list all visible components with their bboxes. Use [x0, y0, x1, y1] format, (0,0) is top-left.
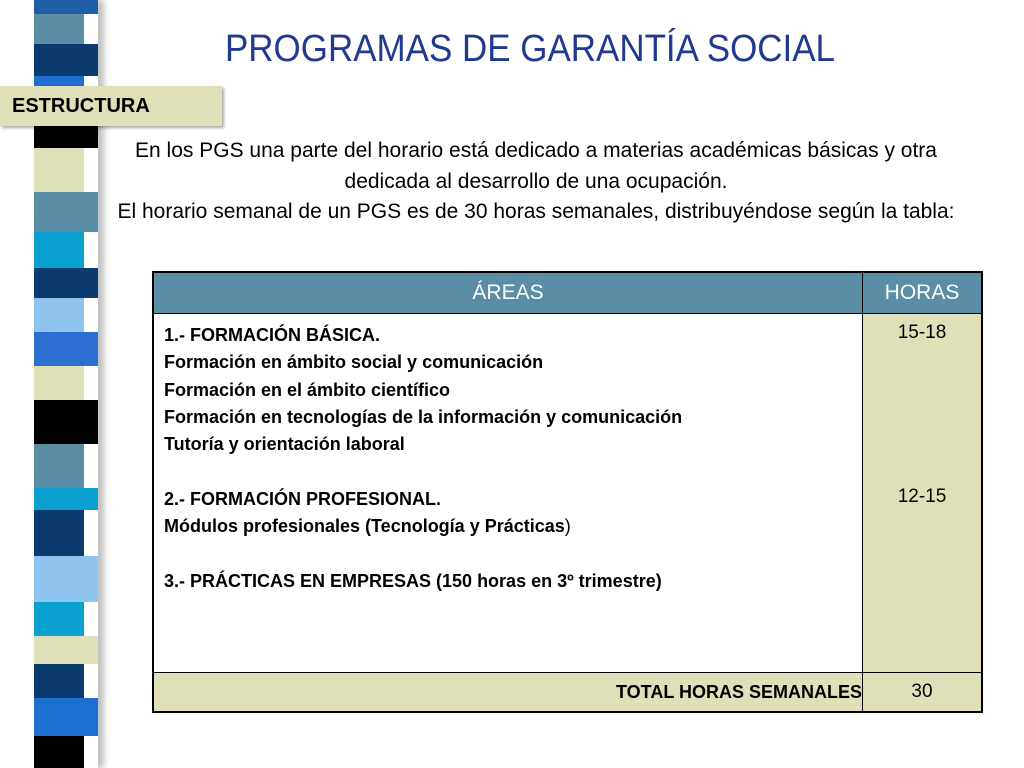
table-row [153, 314, 982, 673]
basic-item: Formación en tecnologías de la información y comunicación [164, 406, 683, 427]
table-header-row [153, 272, 982, 314]
basic-hours: 15-18 [897, 322, 947, 343]
professional-hours: 12-15 [897, 486, 947, 507]
section-tag: ESTRUCTURA [0, 86, 222, 126]
hours-table [152, 271, 983, 713]
slide-title: PROGRAMAS DE GARANTÍA SOCIAL [224, 28, 835, 70]
basic-item: Formación en ámbito social y comunicación [164, 352, 544, 373]
total-label: TOTAL HORAS SEMANALES [153, 673, 863, 713]
basic-item: Tutoría y orientación laboral [164, 434, 405, 455]
header-hours: HORAS [863, 272, 983, 314]
total-row [153, 673, 982, 713]
hours-cell [863, 314, 983, 673]
areas-cell [153, 314, 863, 673]
basic-heading: 1.- FORMACIÓN BÁSICA. [164, 325, 380, 345]
header-areas: ÁREAS [153, 272, 863, 314]
basic-item: Formación en el ámbito científico [164, 379, 451, 400]
intro-paragraph-2: El horario semanal de un PGS es de 30 horas semanales, distribuyéndose según la tabla: [117, 200, 955, 223]
professional-item: Módulos profesionales (Tecnología y Prácticas) [164, 516, 571, 537]
intro-paragraph-1: En los PGS una parte del horario está dedicado a materias académicas básicas y otra dedicada al desarrollo de una ocupación. [135, 139, 937, 193]
practices-heading: 3.- PRÁCTICAS EN EMPRESAS (150 horas en 3º trimestre) [164, 570, 662, 591]
total-value: 30 [863, 673, 983, 713]
intro-text [110, 136, 962, 228]
professional-heading: 2.- FORMACIÓN PROFESIONAL. [164, 488, 442, 509]
